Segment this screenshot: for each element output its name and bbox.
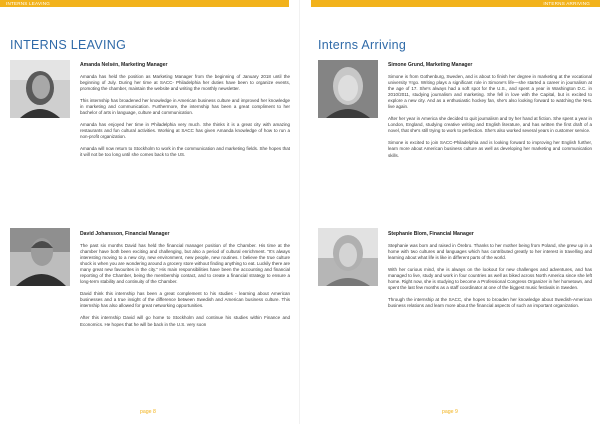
paragraph: This internship has broadened her knowledge in American business culture and improved her knowledge in marketing and communication. Furthermore, the internship has been a great compliment to her bachelor of arts in language, culture and communication. <box>80 98 290 116</box>
left-page-title: INTERNS LEAVING <box>10 38 127 52</box>
paragraph: With her curious mind, she is always on the lookout for new challenges and adventures, and has managed to live, study and work in four countries as well as biked across North America since she left home. Right now, she is studying to become a Professional Congress Organizer in her hometown, and spent the last few months as a staff coordinator at one of the biggest music festivals in Sweden. <box>388 267 592 291</box>
simone-photo <box>318 60 378 118</box>
right-page-title: Interns Arriving <box>318 38 407 52</box>
paragraph: Amanda has enjoyed her time in Philadelphia very much. She thinks it is a great city with amazing restaurants and fun cultural activities. Working at SACC has given Amanda knowledge of how to run a non-profit organization. <box>80 122 290 140</box>
paragraph: After this internship David will go home to Stockholm and continue his studies within Finance and Economics. He hopes that he will be back in the U.S. very soon <box>80 315 290 327</box>
left-header-label: INTERNS LEAVING <box>6 1 51 6</box>
paragraph: Simone is excited to join SACC-Philadelphia and is looking forward to improving her English further, learn more about American business culture as well as developing her marketing and communication skills. <box>388 140 592 158</box>
paragraph: The past six months David has held the financial manager position of the Chamber. His time at the chamber have both been exciting and challenging, but also a period of cultural enrichment. "It's always interesting moving to a new city, new environment, new people, new routines. I believe the true culture shock is when you are wondering around a grocery store without finding anything to eat. Luckily there are many great new favourites in the city." His main responsibilities have been the accounting and financial reporting of the Chamber, being the membership contact, and to create a financial strategy to ensure a long-term stability and continuity of the Chamber. <box>80 243 290 285</box>
paragraph: Amanda will now return to Stockholm to work in the communication and marketing fields. She hopes that it will not be too long until she comes back to the US. <box>80 146 290 158</box>
entry-name-amanda: Amanda Nelsén, Marketing Manager <box>80 62 168 68</box>
right-header-bar <box>311 0 600 7</box>
paragraph: Amanda has held the position as Marketing Manager from the beginning of January 2018 until the beginning of July. During her time at SACC- Philadelphia her duties have been to organize events, promoting the chamber, maintain the website and writing the monthly newsletter. <box>80 74 290 92</box>
entry-body-stephanie <box>388 243 592 309</box>
right-header-label: INTERNS ARRIVING <box>543 1 590 6</box>
entry-body-amanda <box>80 74 290 159</box>
amanda-photo <box>10 60 70 118</box>
paragraph: Stephanie was born and raised in Örebro. Thanks to her mother being from Poland, she grew up in a home with two cultures and languages which has contributed greatly to her interest in travelling and learning about what life is like in different parts of the world. <box>388 243 592 261</box>
right-page-number: page 9 <box>442 409 458 415</box>
paragraph: Through the internship at the SACC, she hopes to broaden her knowledge about Swedish-American business relations and learn more about the financial aspects of such an important organization. <box>388 297 592 309</box>
entry-body-simone <box>388 74 592 159</box>
entry-name-david: David Johansson, Financial Manager <box>80 231 170 237</box>
paragraph: After her year in America she decided to quit journalism and try her hand at fiction. She spent a year in London, England, studying creative writing and English literature, and has written the first draft of a novel, that she's still trying to work to perfection. She's also worked several years in customer service. <box>388 116 592 134</box>
left-header-bar <box>0 0 289 7</box>
stephanie-photo <box>318 228 378 286</box>
paragraph: Simone is from Gothenburg, Sweden, and is about to finish her degree in marketing at the vocational university Yrgo. Writing plays a significant role in Simone's life—she started a career in journalism at the age of 17. She's always had a soft spot for the U.S., and spent a year in Washington D.C. in 2010/2011, studying journalism and marketing. She fell in love with the Capital, but is excited to explore a new city. And as a enthusiastic hockey fan, she's also looking forward to watching the NHL live again. <box>388 74 592 110</box>
david-photo <box>10 228 70 286</box>
paragraph: David think this internship has been a great complement to his studies - learning about American businesses and a true insight of the difference between Swedish and American business culture. This internship has also allowed for great networking opportunities. <box>80 291 290 309</box>
left-page-number: page 8 <box>140 409 156 415</box>
entry-name-stephanie: Stephanie Blom, Financial Manager <box>388 231 474 237</box>
entry-body-david <box>80 243 290 328</box>
page-gutter <box>299 0 300 424</box>
entry-name-simone: Simone Grund, Marketing Manager <box>388 62 473 68</box>
